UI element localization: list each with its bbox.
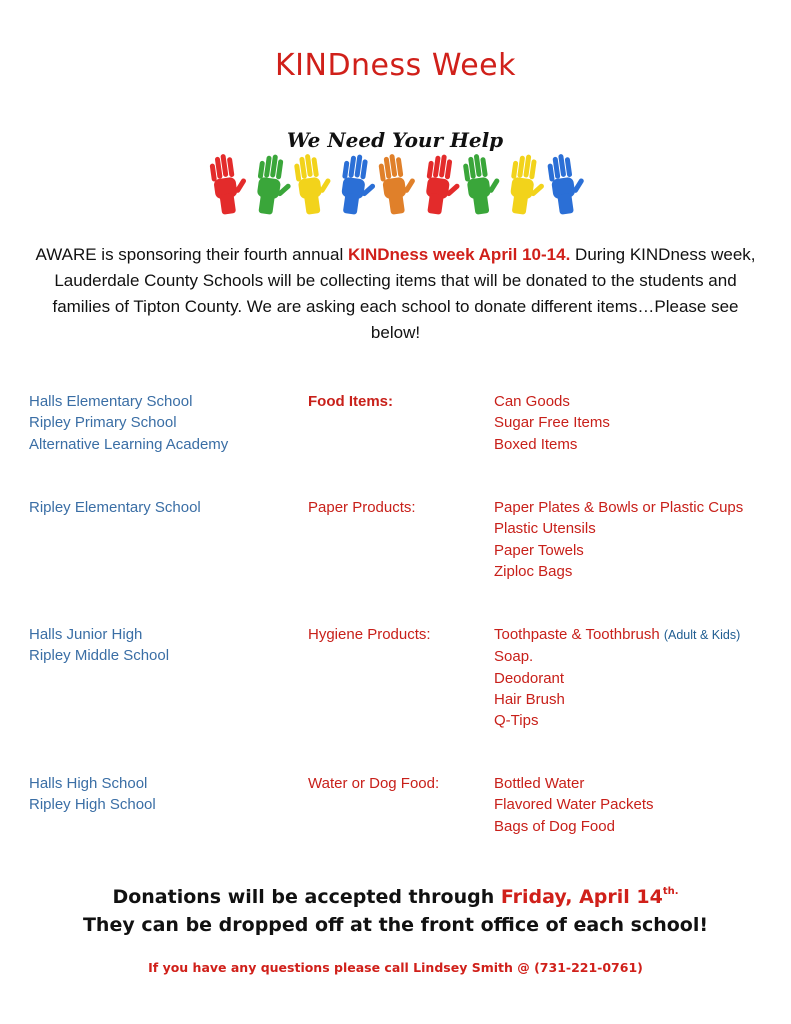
- donation-notice: [0, 878, 791, 939]
- donation-prefix: Donations will be accepted through: [112, 886, 501, 908]
- donation-line-1: [0, 878, 791, 911]
- school-list: [29, 773, 299, 816]
- school-name: Halls Elementary School: [29, 393, 193, 410]
- donation-date-suffix: th.: [662, 886, 679, 897]
- school-name: Halls Junior High: [29, 626, 143, 643]
- help-banner: [205, 128, 585, 216]
- donation-line-2: They can be dropped off at the front office of each school!: [82, 914, 709, 936]
- intro-highlight: KINDness week April 10-14.: [347, 245, 571, 264]
- school-list: [29, 391, 299, 455]
- hand-icon: [293, 152, 336, 216]
- item-list: [494, 773, 784, 837]
- item: Bottled Water: [494, 775, 585, 792]
- item: Ziploc Bags: [494, 562, 573, 580]
- item: Toothpaste & Toothbrush: [494, 626, 660, 643]
- item-note: (Adult & Kids): [663, 628, 741, 642]
- school-name: Ripley Primary School: [29, 414, 177, 432]
- hand-icon: [422, 153, 465, 216]
- category-label: Paper Products:: [308, 499, 416, 516]
- donation-date: Friday, April 14: [500, 886, 663, 908]
- hand-icon: [337, 153, 380, 216]
- hand-icon: [377, 152, 420, 216]
- item: Q-Tips: [494, 712, 539, 730]
- school-name: Ripley High School: [29, 796, 156, 814]
- item-list: [494, 497, 784, 582]
- school-list: [29, 624, 299, 667]
- item: Can Goods: [494, 393, 570, 410]
- page-title: KINDness Week: [274, 48, 517, 83]
- school-name: Alternative Learning Academy: [29, 435, 229, 453]
- category-label: Food Items:: [308, 393, 393, 410]
- hand-icon: [253, 153, 296, 216]
- school-name: Ripley Elementary School: [29, 499, 201, 516]
- school-name: Halls High School: [29, 775, 148, 792]
- hand-icon: [546, 152, 585, 216]
- intro-text-1: AWARE is sponsoring their fourth annual: [35, 245, 348, 264]
- item: Bags of Dog Food: [494, 817, 615, 835]
- item: Boxed Items: [494, 435, 578, 453]
- item-list: [494, 624, 784, 731]
- item: Plastic Utensils: [494, 520, 596, 538]
- item: Hair Brush: [494, 690, 565, 708]
- item: Paper Plates & Bowls or Plastic Cups: [494, 499, 744, 516]
- item: Soap.: [494, 648, 534, 666]
- intro-text-2: During KINDness week, Lauderdale County Schools will be collecting items that will be donated to the students and families of Tipton County. We are asking each school to donate different items…Please see below!: [52, 245, 756, 342]
- hand-icon: [208, 152, 251, 216]
- intro-paragraph: [30, 242, 761, 346]
- category-label: Water or Dog Food:: [308, 775, 440, 792]
- item-list: [494, 391, 784, 455]
- item: Paper Towels: [494, 541, 584, 559]
- hands-illustration: [205, 152, 585, 216]
- item: Flavored Water Packets: [494, 796, 654, 814]
- item-row: [494, 624, 784, 646]
- banner-text: We Need Your Help: [286, 128, 504, 152]
- school-list: [29, 497, 299, 518]
- item: Deodorant: [494, 669, 565, 687]
- hand-icon: [462, 152, 505, 216]
- school-name: Ripley Middle School: [29, 647, 170, 665]
- contact-info: If you have any questions please call Lindsey Smith @ (731-221-0761): [148, 960, 643, 975]
- hand-icon: [506, 153, 549, 216]
- category-label: Hygiene Products:: [308, 626, 431, 643]
- item: Sugar Free Items: [494, 414, 610, 432]
